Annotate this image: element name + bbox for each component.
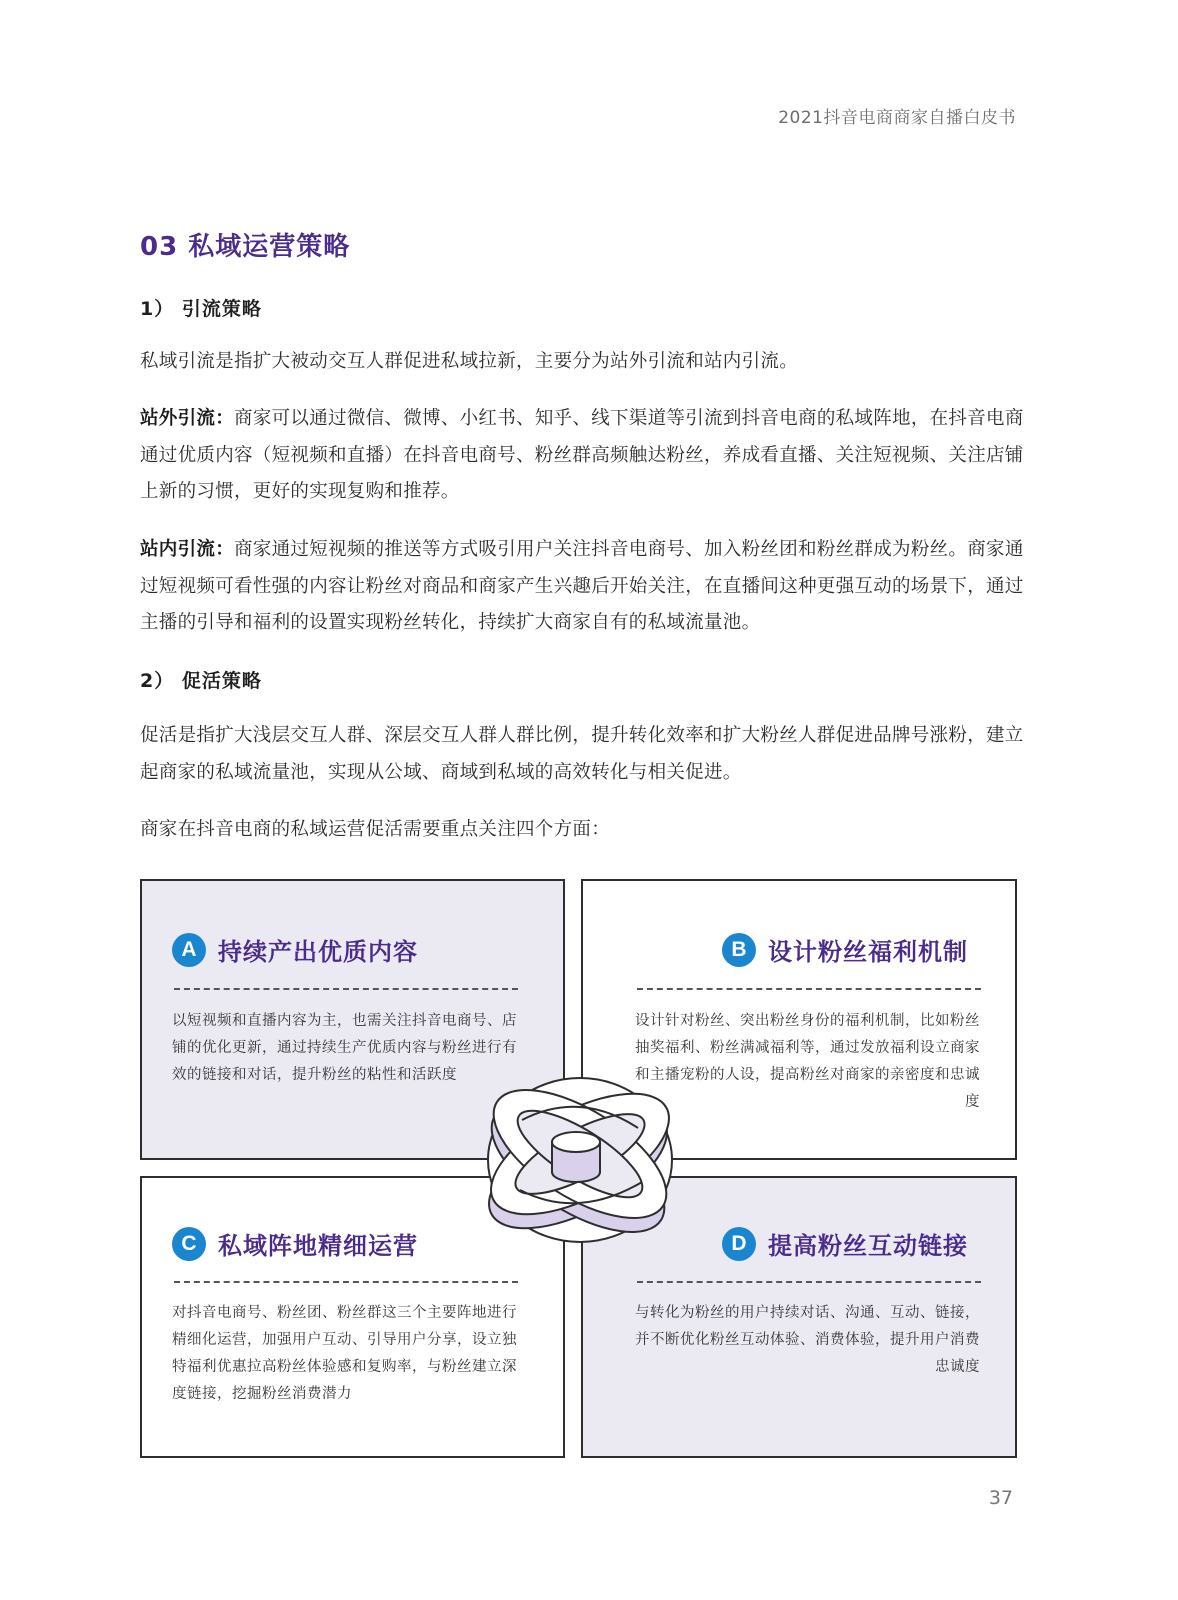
card-b-body: 设计针对粉丝、突出粉丝身份的福利机制，比如粉丝抽奖福利、粉丝满减福利等，通过发放福利设立商家和主播宠粉的人设，提高粉丝对商家的亲密度和忠诚度 (635, 1013, 980, 1110)
subheading-activation: 2） 促活策略 (140, 670, 262, 692)
card-d-body: 与转化为粉丝的用户持续对话、沟通、互动、链接，并不断优化粉丝互动体验、消费体验，提升用户消费忠诚度 (635, 1305, 980, 1375)
card-a-head (172, 932, 418, 967)
card-c-head (172, 1226, 418, 1261)
subheading-traffic: 1） 引流策略 (140, 298, 262, 320)
page-number: 37 (988, 1487, 1013, 1509)
card-c-divider (174, 1281, 518, 1283)
traffic-intro: 私域引流是指扩大被动交互人群促进私域拉新，主要分为站外引流和站内引流。 (140, 351, 799, 372)
offsite-text: 商家可以通过微信、微博、小红书、知乎、线下渠道等引流到抖音电商的私域阵地，在抖音电商通过优质内容（短视频和直播）在抖音电商号、粉丝群高频触达粉丝，养成看直播、关注短视频、关注店铺上新的习惯，更好的实现复购和推荐。 (140, 408, 1024, 502)
activation-intro: 促活是指扩大浅层交互人群、深层交互人群人群比例，提升转化效率和扩大粉丝人群促进品牌号涨粉，建立起商家的私域流量池，实现从公域、商域到私域的高效转化与相关促进。 (140, 725, 1024, 783)
card-a-divider (174, 988, 518, 990)
card-d-title: 提高粉丝互动链接 (768, 1232, 968, 1260)
offsite-lead: 站外引流： (140, 408, 235, 429)
card-d-head (722, 1226, 968, 1261)
onsite-lead: 站内引流： (140, 539, 235, 560)
card-c-body: 对抖音电商号、粉丝团、粉丝群这三个主要阵地进行精细化运营，加强用户互动、引导用户分享，设立独特福利优惠拉高粉丝体验感和复购率，与粉丝建立深度链接，挖掘粉丝消费潜力 (172, 1305, 517, 1402)
card-b-divider (637, 988, 981, 990)
card-b-title: 设计粉丝福利机制 (768, 938, 968, 966)
badge-c: C (172, 1227, 206, 1261)
card-b-head (722, 932, 968, 967)
offsite-paragraph (140, 401, 1025, 511)
card-c-title: 私域阵地精细运营 (218, 1232, 418, 1260)
atom-ring-icon (460, 1050, 700, 1260)
onsite-paragraph (140, 532, 1025, 642)
badge-d: D (722, 1227, 756, 1261)
activation-lead-in: 商家在抖音电商的私域运营促活需要重点关注四个方面： (140, 819, 611, 840)
card-d-divider (637, 1281, 981, 1283)
header-title: 2021抖音电商商家自播白皮书 (778, 108, 1016, 128)
card-a-body: 以短视频和直播内容为主，也需关注抖音电商号、店铺的优化更新，通过持续生产优质内容与粉丝进行有效的链接和对话，提升粉丝的粘性和活跃度 (172, 1013, 517, 1083)
card-a-title: 持续产出优质内容 (218, 938, 418, 966)
section-title: 03 私域运营策略 (140, 232, 351, 262)
onsite-text: 商家通过短视频的推送等方式吸引用户关注抖音电商号、加入粉丝团和粉丝群成为粉丝。商家通过短视频可看性强的内容让粉丝对商品和商家产生兴趣后开始关注，在直播间这种更强互动的场景下，通过主播的引导和福利的设置实现粉丝转化，持续扩大商家自有的私域流量池。 (140, 539, 1024, 633)
badge-b: B (722, 933, 756, 967)
badge-a: A (172, 933, 206, 967)
